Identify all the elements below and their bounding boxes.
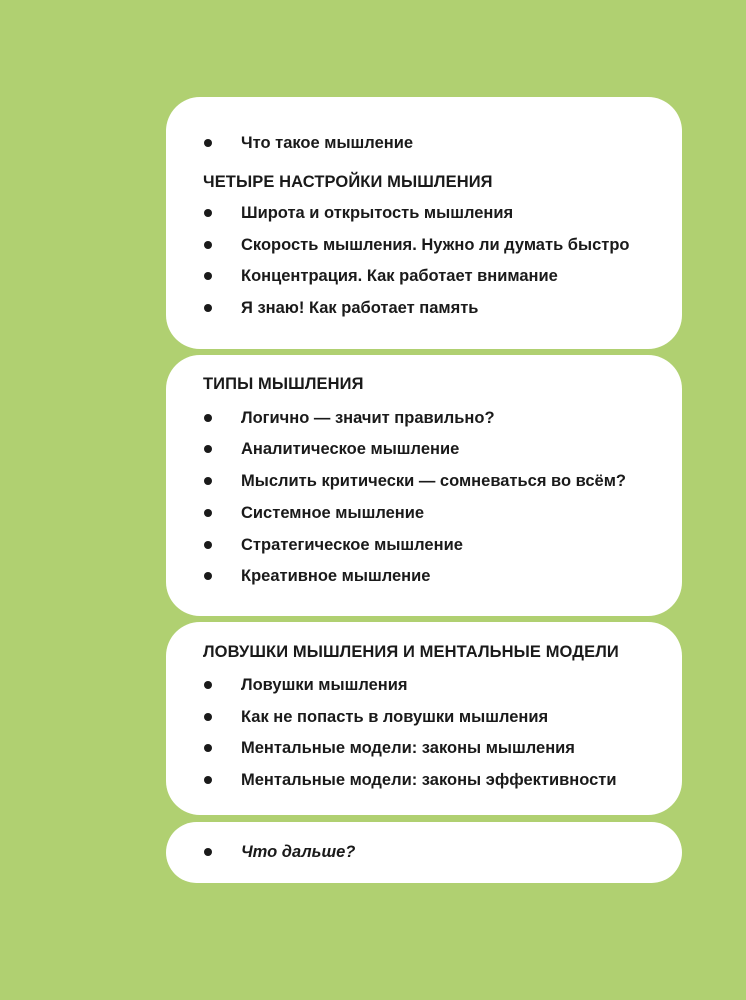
toc-item-label: Аналитическое мышление — [241, 440, 460, 458]
bullet-icon — [204, 848, 212, 856]
bullet-icon — [204, 681, 212, 689]
bullet-icon — [204, 713, 212, 721]
toc-item-label: Что такое мышление — [241, 134, 414, 152]
bullet-icon — [204, 744, 212, 752]
bullet-icon — [204, 477, 212, 485]
toc-item-label: Ментальные модели: законы мышления — [241, 739, 575, 757]
bullet-icon — [204, 509, 212, 517]
toc-item-label: Я знаю! Как работает память — [241, 299, 479, 317]
bullet-icon — [204, 445, 212, 453]
toc-card-thinking-types — [166, 355, 682, 616]
toc-item-label: Что дальше? — [241, 843, 356, 861]
toc-item-label: Ловушки мышления — [241, 676, 408, 694]
section-heading: ТИПЫ МЫШЛЕНИЯ — [203, 375, 364, 393]
bullet-icon — [204, 414, 212, 422]
bullet-icon — [204, 304, 212, 312]
bullet-icon — [204, 776, 212, 784]
toc-item-label: Креативное мышление — [241, 567, 431, 585]
toc-card-thinking-traps — [166, 622, 682, 815]
toc-item-label: Широта и открытость мышления — [241, 204, 514, 222]
toc-item-label: Системное мышление — [241, 504, 425, 522]
toc-item-label: Стратегическое мышление — [241, 536, 463, 554]
toc-card-whats-next — [166, 822, 682, 883]
toc-card-thinking-settings — [166, 97, 682, 349]
section-heading: ЛОВУШКИ МЫШЛЕНИЯ И МЕНТАЛЬНЫЕ МОДЕЛИ — [203, 643, 619, 661]
toc-item-label: Скорость мышления. Нужно ли думать быстро — [241, 236, 630, 254]
toc-item-label: Концентрация. Как работает внимание — [241, 267, 558, 285]
section-heading: ЧЕТЫРЕ НАСТРОЙКИ МЫШЛЕНИЯ — [203, 173, 493, 191]
toc-item-label: Мыслить критически — сомневаться во всём? — [241, 472, 626, 490]
bullet-icon — [204, 572, 212, 580]
bullet-icon — [204, 541, 212, 549]
toc-item-label: Ментальные модели: законы эффективности — [241, 771, 617, 789]
toc-item-label: Как не попасть в ловушки мышления — [241, 708, 549, 726]
toc-item-label: Логично — значит правильно? — [241, 409, 495, 427]
bullet-icon — [204, 241, 212, 249]
bullet-icon — [204, 272, 212, 280]
bullet-icon — [204, 209, 212, 217]
bullet-icon — [204, 139, 212, 147]
